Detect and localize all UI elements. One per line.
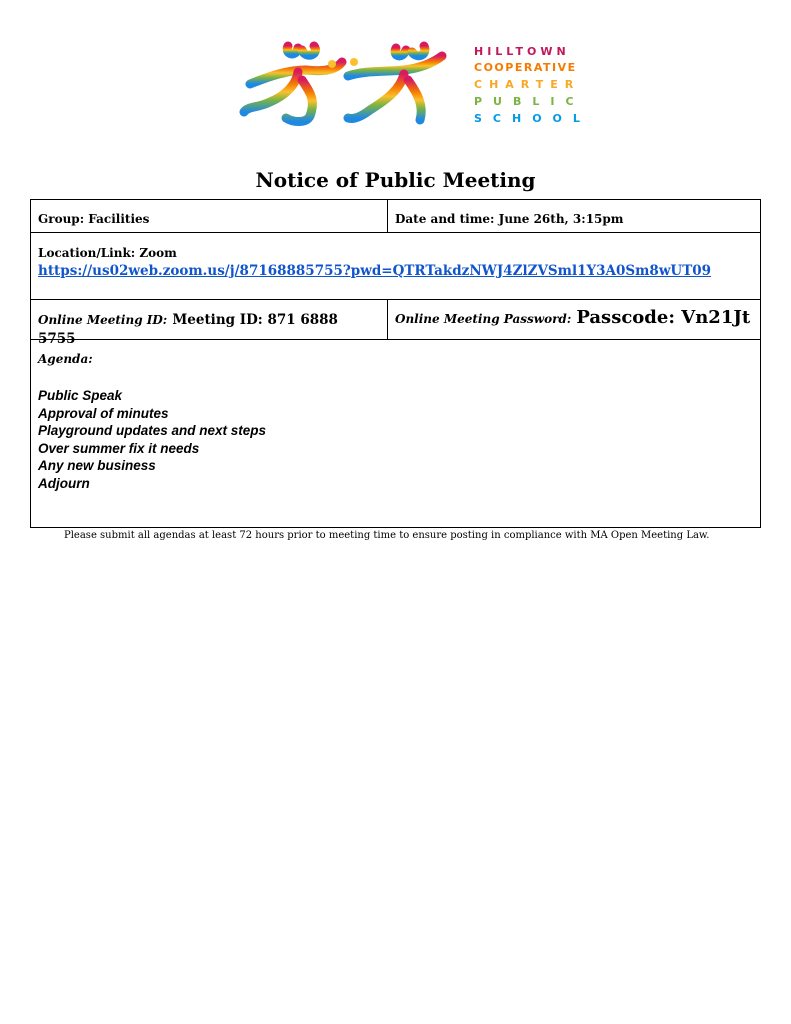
agenda-item: Playground updates and next steps [38, 423, 267, 438]
agenda-item: Over summer fix it needs [38, 440, 200, 456]
agenda-label: Agenda: [38, 352, 93, 366]
school-logo [236, 40, 591, 130]
password-label: Online Meeting Password: [395, 312, 572, 326]
logo-text-cooperative: COOPERATIVE [474, 61, 577, 74]
location-label: Location/Link: Zoom [38, 246, 177, 260]
logo-text-school: SCHOOL [474, 112, 591, 125]
location-cell [31, 233, 760, 299]
page-title: Notice of Public Meeting [255, 168, 536, 192]
agenda-item: Adjourn [38, 475, 90, 491]
agenda-list [38, 387, 753, 492]
zoom-link[interactable]: https://us02web.zoom.us/j/87168885755?pwd=QTRTakdzNWJ4ZlZVSml1Y3A0Sm8wUT09 [38, 263, 712, 279]
logo-text-charter: CHARTER [474, 78, 581, 91]
agenda-item: Any new business [38, 458, 156, 473]
logo-text-hilltown: HILLTOWN [474, 45, 570, 58]
datetime-label: Date and time: June 26th, 3:15pm [395, 212, 624, 226]
group-label: Group: Facilities [38, 212, 150, 226]
row-meeting-credentials [31, 300, 760, 347]
school-logo-wordmark [474, 45, 591, 125]
school-logo-figures [236, 40, 591, 130]
password-value: Passcode: Vn21Jt [576, 307, 751, 328]
row-location [31, 233, 760, 300]
password-cell [388, 300, 760, 339]
footer-note: Please submit all agendas at least 72 hours prior to meeting time to ensure posting in compliance with MA Open Meeting Law. [64, 530, 710, 541]
datetime-cell [388, 200, 760, 232]
agenda-item: Public Speak [38, 388, 123, 403]
agenda-cell [31, 340, 760, 527]
row-group-datetime [31, 200, 760, 233]
agenda-item: Approval of minutes [38, 405, 169, 421]
row-agenda [31, 340, 760, 527]
meeting-info-table [30, 199, 761, 528]
meeting-id-value: Meeting ID: 871 6888 5755 [38, 312, 338, 347]
meeting-id-cell [31, 300, 388, 347]
group-cell [31, 200, 388, 232]
logo-text-public: PUBLIC [474, 95, 585, 108]
meeting-id-label: Online Meeting ID: [38, 313, 168, 327]
